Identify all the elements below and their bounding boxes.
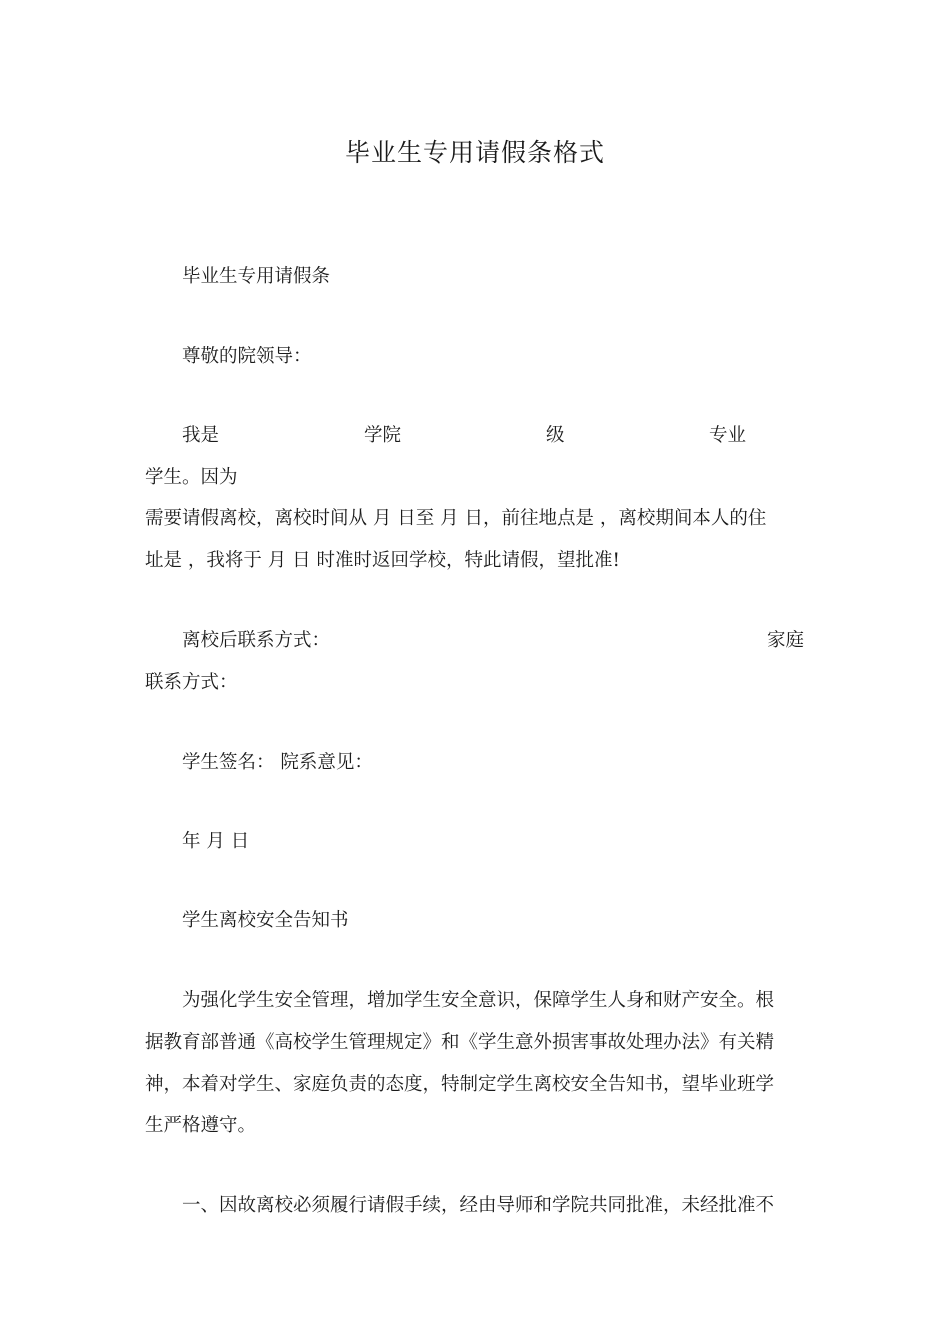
notice-line: 神，本着对学生、家庭负责的态度，特制定学生离校安全告知书，望毕业班学	[145, 1074, 775, 1095]
rule-one-line: 一、因故离校必须履行请假手续，经由导师和学院共同批准，未经批准不	[182, 1195, 775, 1216]
notice-line: 为强化学生安全管理，增加学生安全意识，保障学生人身和财产安全。根	[182, 990, 775, 1011]
intro-label-major: 专业	[709, 425, 747, 446]
intro-label-grade: 级	[546, 425, 565, 446]
document-title: 毕业生专用请假条格式	[344, 138, 605, 167]
return-time-line: 址是 ，我将于 月 日 时准时返回学校，特此请假，望批准!	[145, 550, 620, 571]
notice-line: 生严格遵守。	[145, 1115, 257, 1136]
leave-period-line: 需要请假离校，离校时间从 月 日至 月 日，前往地点是 ，离校期间本人的住	[145, 508, 767, 529]
student-reason-line: 学生。因为	[145, 467, 238, 488]
intro-label-wo-shi: 我是	[182, 425, 220, 446]
contact-after-leave-label: 离校后联系方式：	[182, 630, 331, 651]
signature-line: 学生签名： 院系意见：	[182, 752, 373, 773]
date-line: 年 月 日	[182, 831, 250, 852]
safety-notice-heading: 学生离校安全告知书	[182, 910, 349, 931]
notice-line: 据教育部普通《高校学生管理规定》和《学生意外损害事故处理办法》有关精	[145, 1032, 775, 1053]
salutation: 尊敬的院领导：	[182, 346, 312, 367]
leave-note-heading: 毕业生专用请假条	[182, 266, 331, 287]
family-label: 家庭	[767, 630, 805, 651]
intro-label-college: 学院	[364, 425, 402, 446]
family-contact-label: 联系方式：	[145, 672, 238, 693]
